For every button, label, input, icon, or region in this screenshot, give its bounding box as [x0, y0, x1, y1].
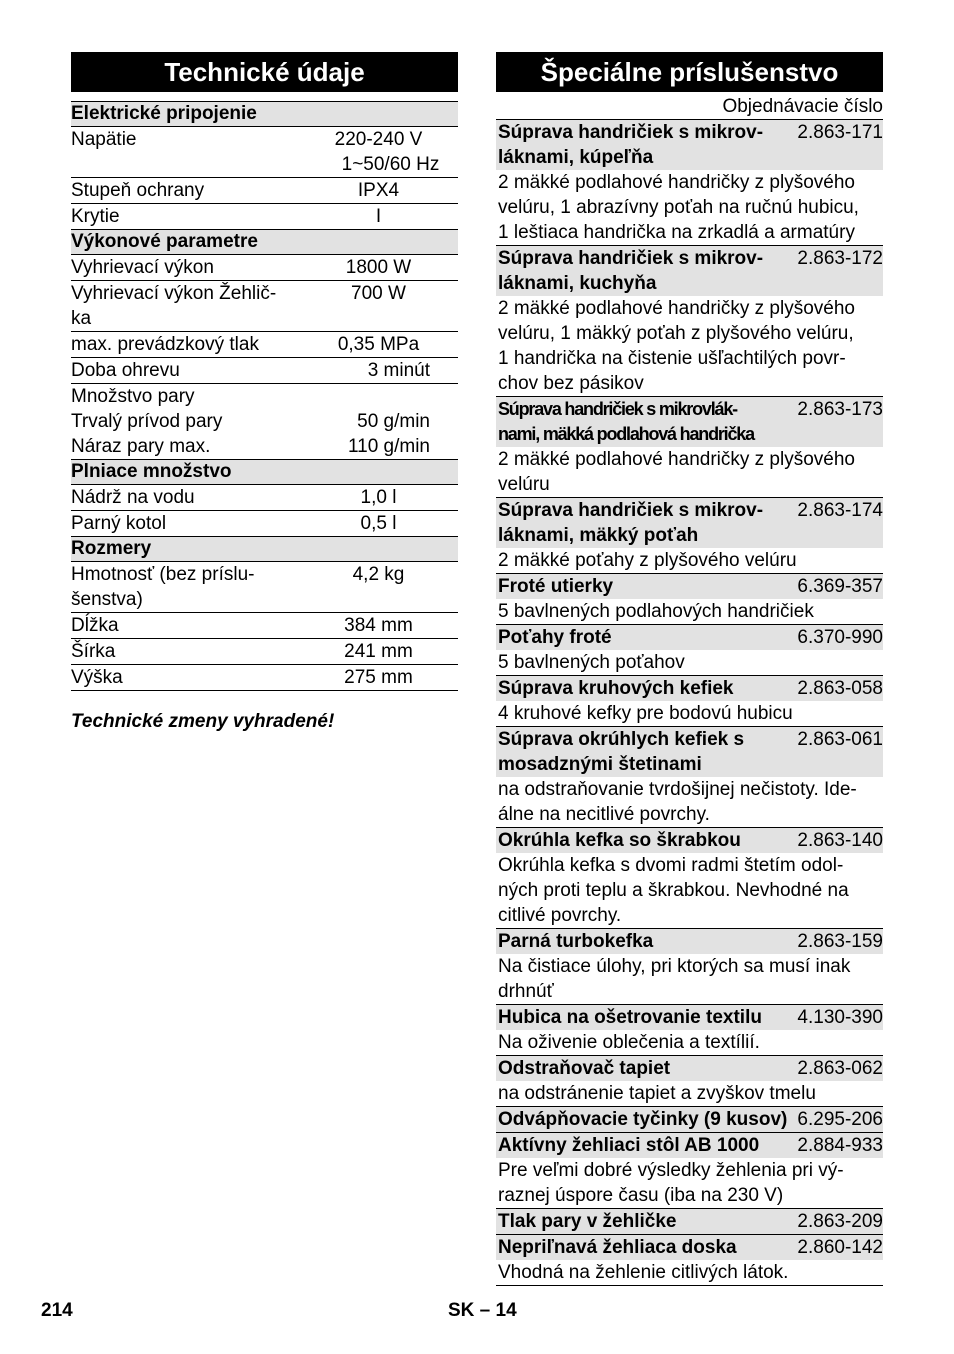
accessory-header	[496, 727, 883, 777]
accessory-item	[496, 120, 883, 246]
accessory-header	[496, 498, 883, 548]
technical-data-table	[71, 102, 458, 691]
description-line: Okrúhla kefka s dvomi radmi štetím odol-	[498, 855, 844, 876]
spec-label-line: Trvalý prívod pary	[71, 411, 223, 432]
spec-label-line: Nádrž na vodu	[71, 487, 195, 508]
spec-row	[71, 434, 458, 460]
accessory-name	[498, 1056, 797, 1081]
description-line: 1 handrička na čistenie ušľachtilých povr-	[498, 348, 846, 369]
spec-row	[71, 358, 458, 384]
spec-label-line: Doba ohrevu	[71, 360, 180, 381]
accessory-name-line: Poťahy froté	[498, 627, 612, 648]
accessory-name-line: Okrúhla kefka so škrabkou	[498, 830, 741, 851]
spec-label	[71, 409, 299, 434]
accessory-name	[498, 574, 797, 599]
accessory-name	[498, 1209, 797, 1234]
order-number: 2.863-174	[797, 500, 883, 521]
accessory-description	[496, 954, 883, 1004]
description-line: drhnúť	[498, 981, 554, 1002]
spec-value	[299, 127, 458, 177]
accessory-item	[496, 1235, 883, 1286]
accessory-name	[498, 1133, 797, 1158]
accessory-name-line: Odstraňovač tapiet	[498, 1058, 671, 1079]
description-line: 2 mäkké poťahy z plyšového velúru	[498, 550, 797, 571]
accessory-item	[496, 1209, 883, 1235]
spec-value-line: 0,5 l	[360, 513, 397, 534]
order-number: 6.370-990	[797, 627, 883, 648]
accessory-name	[498, 625, 797, 650]
description-line: 5 bavlnených podlahových handričiek	[498, 601, 814, 622]
spec-row	[71, 562, 458, 613]
accessory-header	[496, 1235, 883, 1260]
spec-value	[299, 434, 458, 459]
page-code: SK – 14	[448, 1300, 517, 1321]
accessory-name-line: Parná turbokefka	[498, 931, 654, 952]
accessory-name-line: Súprava handričiek s mikrovlák-	[498, 399, 737, 419]
accessory-name-line: Súprava okrúhlych kefiek s	[498, 729, 745, 750]
spec-value	[299, 358, 458, 383]
accessory-item	[496, 676, 883, 727]
spec-row	[71, 384, 458, 409]
spec-row	[71, 255, 458, 281]
spec-label-line: šenstva)	[71, 589, 143, 610]
spec-label	[71, 511, 299, 536]
order-number-header: Objednávacie číslo	[496, 94, 883, 120]
description-line: álne na necitlivé povrchy.	[498, 804, 710, 825]
spec-label-line: Vyhrievací výkon Žehlič-	[71, 283, 277, 304]
accessory-description	[496, 1030, 883, 1055]
spec-row	[71, 511, 458, 537]
spec-row	[71, 178, 458, 204]
accessory-header	[496, 676, 883, 701]
spec-value-line: 1800 W	[345, 257, 412, 278]
description-line: velúru	[498, 474, 550, 495]
accessory-header	[496, 574, 883, 599]
spec-value	[299, 409, 458, 434]
accessory-name	[498, 929, 797, 954]
spec-label-line: Parný kotol	[71, 513, 167, 534]
section-heading: Plniace množstvo	[71, 460, 458, 485]
accessories-list	[496, 120, 883, 1286]
description-line: velúru, 1 abrazívny poťah na ručnú hubicu,	[498, 197, 859, 218]
accessory-header	[496, 625, 883, 650]
spec-label	[71, 127, 299, 177]
description-line: chov bez pásikov	[498, 373, 644, 394]
spec-value	[299, 613, 458, 638]
accessory-description	[496, 296, 883, 396]
accessory-name	[498, 727, 797, 777]
spec-label	[71, 332, 299, 357]
description-line: Na čistiace úlohy, pri ktorých sa musí inak	[498, 956, 851, 977]
spec-value-line: 700 W	[351, 283, 406, 304]
description-line: citlivé povrchy.	[498, 905, 622, 926]
accessory-item	[496, 727, 883, 828]
spec-label-line: Vyhrievací výkon	[71, 257, 214, 278]
spec-value-line: I	[375, 206, 382, 227]
spec-label-line: Hmotnosť (bez príslu-	[71, 564, 255, 585]
description-line: 1 leštiaca handrička na zrkadlá a armatúry	[498, 222, 855, 243]
spec-value	[299, 665, 458, 690]
spec-label-line: Dĺžka	[71, 615, 119, 636]
spec-value	[299, 204, 458, 229]
spec-value	[299, 384, 458, 409]
section-heading: Výkonové parametre	[71, 230, 458, 255]
accessory-item	[496, 1056, 883, 1107]
accessories-title: Špeciálne príslušenstvo	[496, 52, 883, 92]
accessory-name-line: Súprava handričiek s mikrov-	[498, 500, 764, 521]
accessory-name	[498, 1005, 797, 1030]
accessory-item	[496, 625, 883, 676]
spec-value-line: 1~50/60 Hz	[341, 154, 440, 175]
accessory-name-line: Aktívny žehliaci stôl AB 1000	[498, 1135, 760, 1156]
accessory-description	[496, 548, 883, 573]
description-line: 2 mäkké podlahové handričky z plyšového	[498, 172, 855, 193]
spec-label	[71, 665, 299, 690]
spec-value-line: 4,2 kg	[352, 564, 405, 585]
spec-label-line: Výška	[71, 667, 123, 688]
spec-value-line: 3 minút	[367, 360, 430, 381]
accessory-name	[498, 1235, 797, 1260]
description-line: na odstraňovanie tvrdošijnej nečistoty. Ide-	[498, 779, 857, 800]
divider	[71, 92, 458, 102]
spec-value	[299, 562, 458, 612]
spec-value-line: 0,35 MPa	[337, 334, 420, 355]
page-number: 214	[41, 1300, 73, 1321]
accessory-name-line: Nepriľnavá žehliaca doska	[498, 1237, 737, 1258]
section-heading: Elektrické pripojenie	[71, 102, 458, 127]
spec-value	[299, 178, 458, 203]
spec-label	[71, 485, 299, 510]
spec-value	[299, 255, 458, 280]
description-line: 2 mäkké podlahové handričky z plyšového	[498, 449, 855, 470]
accessory-header	[496, 1133, 883, 1158]
accessory-item	[496, 929, 883, 1005]
accessory-header	[496, 120, 883, 170]
order-number: 2.863-058	[797, 678, 883, 699]
spec-label	[71, 613, 299, 638]
accessory-name-line: Súprava handričiek s mikrov-	[498, 122, 764, 143]
spec-row	[71, 204, 458, 230]
accessory-header	[496, 246, 883, 296]
accessory-item	[496, 828, 883, 929]
spec-label-line: Množstvo pary	[71, 386, 195, 407]
description-line: raznej úspore času (iba na 230 V)	[498, 1185, 784, 1206]
spec-value	[299, 485, 458, 510]
order-number: 2.863-173	[797, 399, 883, 420]
order-number: 2.863-062	[797, 1058, 883, 1079]
accessory-item	[496, 246, 883, 397]
spec-label	[71, 384, 299, 409]
accessory-name-line: láknami, kuchyňa	[498, 273, 657, 294]
accessory-name-line: Froté utierky	[498, 576, 614, 597]
order-number: 2.863-140	[797, 830, 883, 851]
accessory-header	[496, 1209, 883, 1234]
order-number: 2.863-172	[797, 248, 883, 269]
spec-value	[299, 639, 458, 664]
order-number: 2.884-933	[797, 1135, 883, 1156]
spec-value-line: 275 mm	[344, 667, 413, 688]
order-number: 2.863-061	[797, 729, 883, 750]
spec-row	[71, 281, 458, 332]
accessory-name	[498, 397, 797, 447]
accessory-description	[496, 1081, 883, 1106]
spec-value	[299, 332, 458, 357]
spec-value	[299, 511, 458, 536]
accessories-column	[496, 52, 883, 1286]
accessory-description	[496, 170, 883, 245]
spec-label-line: ka	[71, 308, 92, 329]
accessory-name-line: mosadznými štetinami	[498, 754, 702, 775]
description-line: Vhodná na žehlenie citlivých látok.	[498, 1262, 789, 1283]
accessory-header	[496, 1107, 883, 1132]
accessory-name-line: láknami, mäkký poťah	[498, 525, 699, 546]
spec-label	[71, 281, 299, 331]
spec-value-line: 241 mm	[344, 641, 413, 662]
accessory-item	[496, 1133, 883, 1209]
accessory-name	[498, 120, 797, 170]
accessory-header	[496, 929, 883, 954]
section-heading: Rozmery	[71, 537, 458, 562]
accessory-name	[498, 246, 797, 296]
spec-row	[71, 613, 458, 639]
spec-label-line: Stupeň ochrany	[71, 180, 205, 201]
accessory-item	[496, 1005, 883, 1056]
accessory-name	[498, 1107, 797, 1132]
accessory-name-line: Odvápňovacie tyčinky (9 kusov)	[498, 1109, 788, 1130]
technical-data-title: Technické údaje	[71, 52, 458, 92]
spec-row	[71, 665, 458, 691]
spec-row	[71, 332, 458, 358]
accessory-name	[498, 676, 797, 701]
accessory-name-line: Súprava handričiek s mikrov-	[498, 248, 764, 269]
order-number: 2.863-159	[797, 931, 883, 952]
spec-value-line: IPX4	[357, 180, 400, 201]
description-line: ných proti teplu a škrabkou. Nevhodné na	[498, 880, 849, 901]
description-line: na odstránenie tapiet a zvyškov tmelu	[498, 1083, 816, 1104]
spec-label	[71, 358, 299, 383]
order-number: 6.369-357	[797, 576, 883, 597]
accessory-item	[496, 498, 883, 574]
accessory-name	[498, 498, 797, 548]
spec-label-line: Krytie	[71, 206, 120, 227]
description-line: 5 bavlnených poťahov	[498, 652, 685, 673]
accessory-description	[496, 447, 883, 497]
spec-row	[71, 127, 458, 178]
technical-data-column	[71, 52, 458, 734]
spec-row	[71, 409, 458, 434]
accessory-header	[496, 1005, 883, 1030]
order-number: 2.863-171	[797, 122, 883, 143]
accessory-name-line: láknami, kúpeľňa	[498, 147, 654, 168]
spec-label-line: Šírka	[71, 641, 116, 662]
accessory-name-line: nami, mäkká podlahová handrička	[498, 424, 754, 444]
spec-label	[71, 562, 299, 612]
description-line: Pre veľmi dobré výsledky žehlenia pri vý-	[498, 1160, 844, 1181]
technical-changes-note: Technické zmeny vyhradené!	[71, 711, 335, 732]
description-line: velúru, 1 mäkký poťah z plyšového velúru,	[498, 323, 854, 344]
accessory-name-line: Súprava kruhových kefiek	[498, 678, 734, 699]
spec-label-line: max. prevádzkový tlak	[71, 334, 259, 355]
order-number: 2.863-209	[797, 1211, 883, 1232]
description-line: Na oživenie oblečenia a textílií.	[498, 1032, 760, 1053]
accessory-header	[496, 397, 883, 447]
accessory-item	[496, 397, 883, 498]
spec-value-line: 220-240 V	[334, 129, 423, 150]
spec-value-line: 50 g/min	[357, 411, 430, 432]
accessory-item	[496, 574, 883, 625]
spec-label-line: Napätie	[71, 129, 137, 150]
spec-value-line: 110 g/min	[347, 436, 430, 457]
accessory-name-line: Hubica na ošetrovanie textilu	[498, 1007, 762, 1028]
accessory-header	[496, 1056, 883, 1081]
accessory-description	[496, 650, 883, 675]
spec-label	[71, 204, 299, 229]
accessory-header	[496, 828, 883, 853]
accessory-name-line: Tlak pary v žehličke	[498, 1211, 677, 1232]
accessory-description	[496, 599, 883, 624]
order-number: 2.860-142	[797, 1237, 883, 1258]
accessory-description	[496, 701, 883, 726]
spec-row	[71, 639, 458, 665]
spec-value	[299, 281, 458, 331]
spec-label	[71, 434, 299, 459]
spec-value-line: 384 mm	[344, 615, 413, 636]
spec-value-line: 1,0 l	[360, 487, 397, 508]
accessory-description	[496, 777, 883, 827]
accessory-description	[496, 853, 883, 928]
accessory-description	[496, 1158, 883, 1208]
spec-label	[71, 178, 299, 203]
description-line: 2 mäkké podlahové handričky z plyšového	[498, 298, 855, 319]
order-number: 4.130-390	[797, 1007, 883, 1028]
description-line: 4 kruhové kefky pre bodovú hubicu	[498, 703, 793, 724]
spec-row	[71, 485, 458, 511]
spec-label-line: Náraz pary max.	[71, 436, 211, 457]
accessory-name	[498, 828, 797, 853]
accessory-item	[496, 1107, 883, 1133]
order-number: 6.295-206	[797, 1109, 883, 1130]
spec-label	[71, 639, 299, 664]
accessory-description	[496, 1260, 883, 1285]
spec-label	[71, 255, 299, 280]
